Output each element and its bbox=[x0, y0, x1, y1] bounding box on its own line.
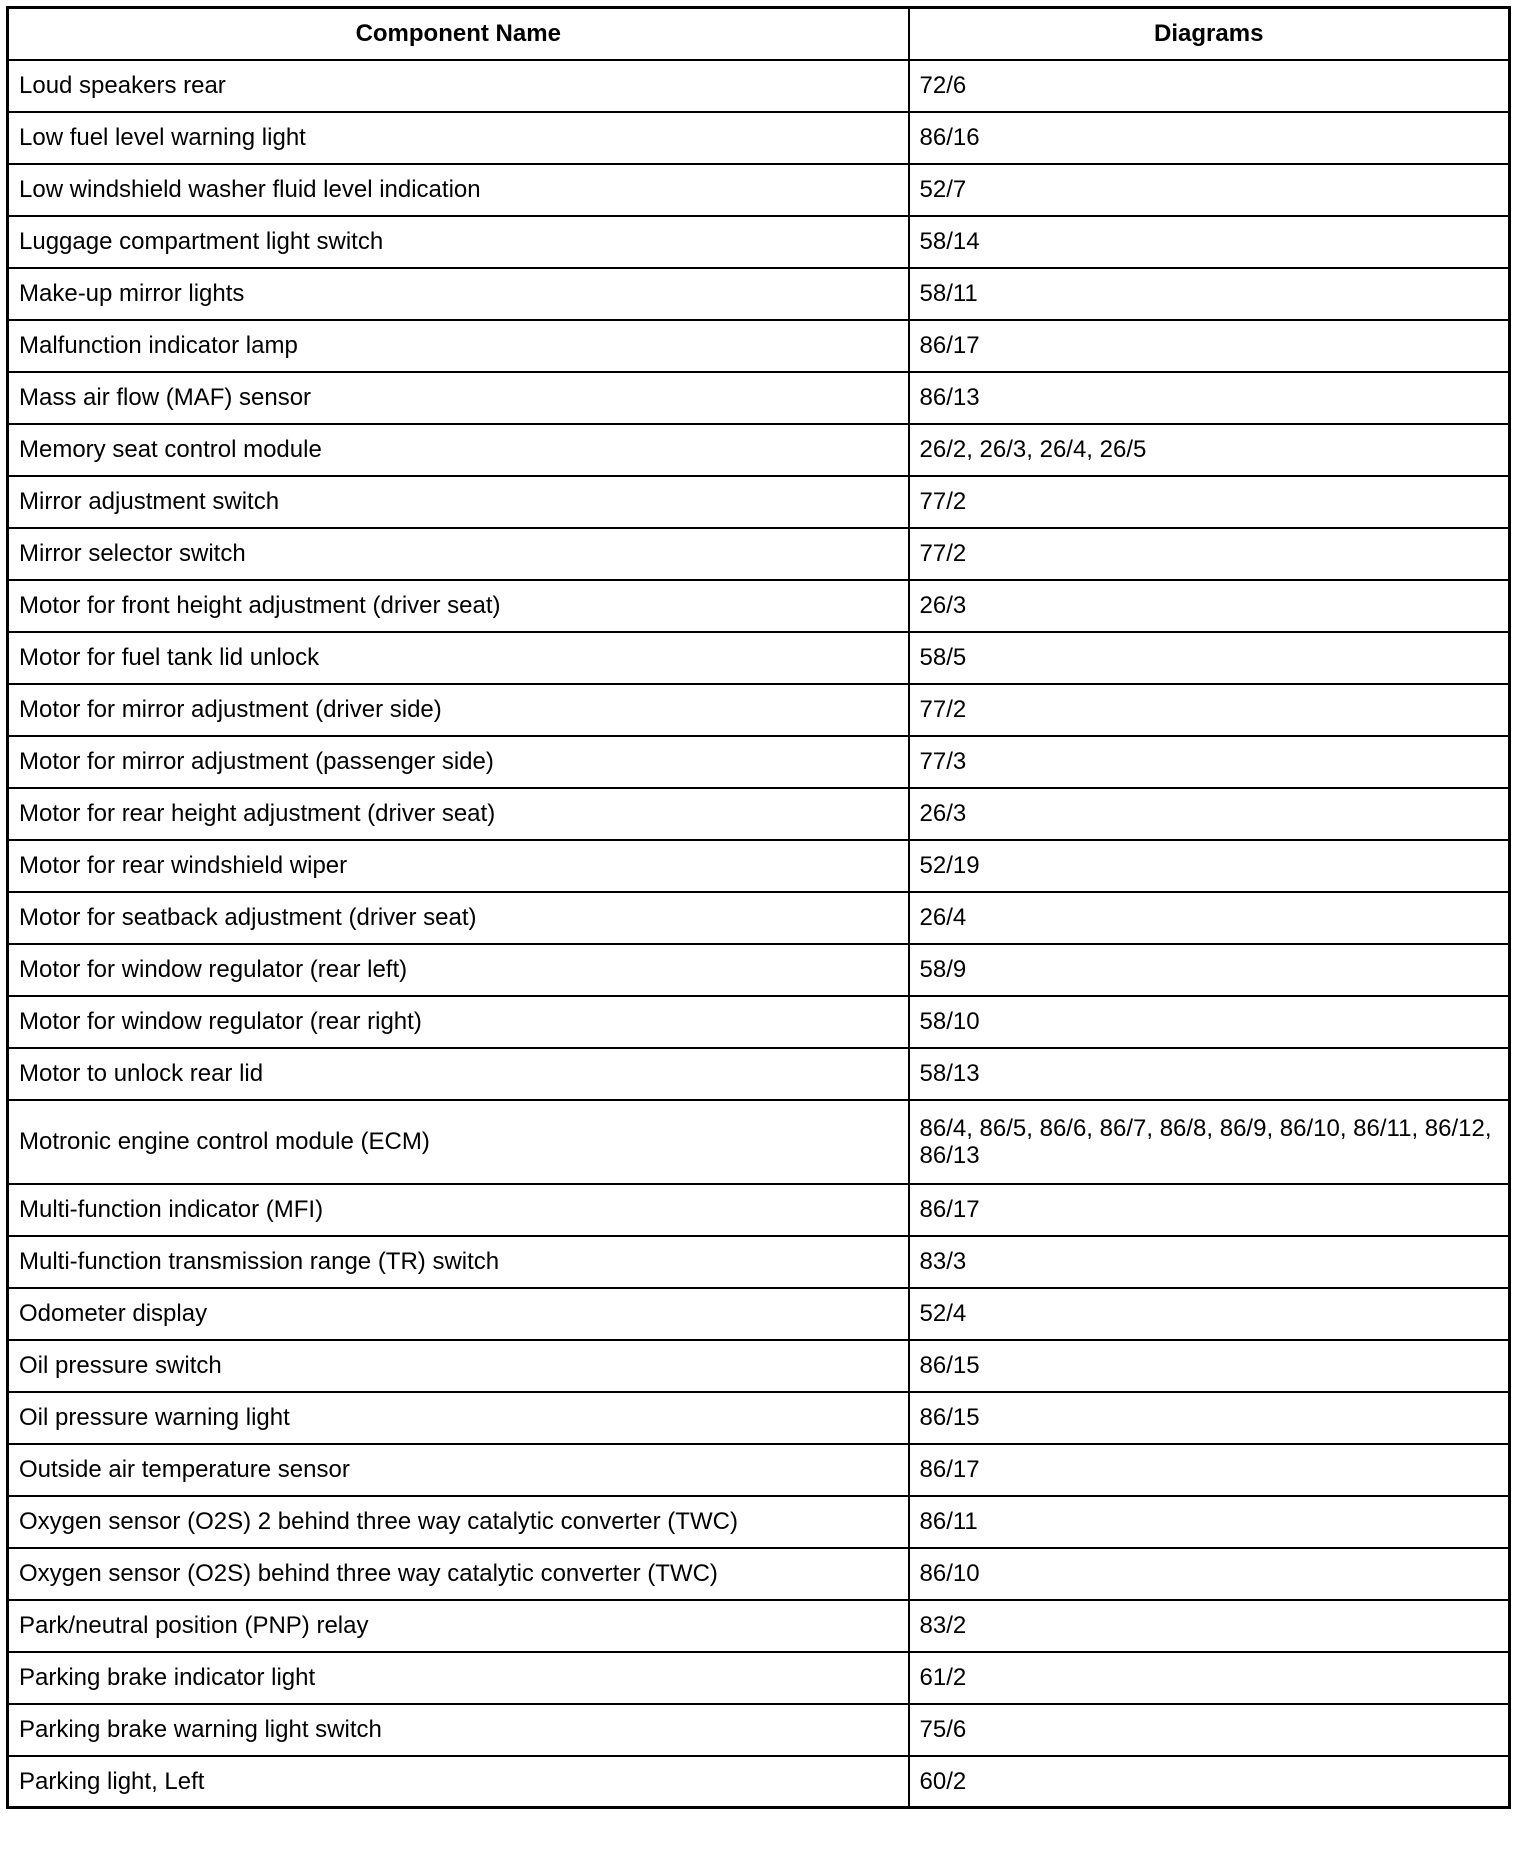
component-name-cell: Motor for window regulator (rear left) bbox=[8, 944, 909, 996]
component-name-cell: Mass air flow (MAF) sensor bbox=[8, 372, 909, 424]
diagrams-cell: 77/2 bbox=[909, 476, 1510, 528]
table-row bbox=[8, 632, 1510, 684]
component-name-cell: Low windshield washer fluid level indication bbox=[8, 164, 909, 216]
component-name-cell: Motor for mirror adjustment (passenger side) bbox=[8, 736, 909, 788]
component-name-cell: Parking brake warning light switch bbox=[8, 1704, 909, 1756]
table-row bbox=[8, 736, 1510, 788]
component-name-cell: Odometer display bbox=[8, 1288, 909, 1340]
diagrams-cell: 26/4 bbox=[909, 892, 1510, 944]
table-header-row bbox=[8, 8, 1510, 60]
component-name-cell: Mirror selector switch bbox=[8, 528, 909, 580]
table-row bbox=[8, 1496, 1510, 1548]
diagrams-cell: 83/3 bbox=[909, 1236, 1510, 1288]
diagrams-cell: 77/3 bbox=[909, 736, 1510, 788]
table-row bbox=[8, 1600, 1510, 1652]
table-row bbox=[8, 424, 1510, 476]
diagrams-cell: 61/2 bbox=[909, 1652, 1510, 1704]
component-name-cell: Motor for rear height adjustment (driver seat) bbox=[8, 788, 909, 840]
component-name-cell: Motor for window regulator (rear right) bbox=[8, 996, 909, 1048]
component-name-cell: Park/neutral position (PNP) relay bbox=[8, 1600, 909, 1652]
table-row bbox=[8, 1548, 1510, 1600]
component-name-cell: Oxygen sensor (O2S) behind three way catalytic converter (TWC) bbox=[8, 1548, 909, 1600]
diagrams-cell: 26/2, 26/3, 26/4, 26/5 bbox=[909, 424, 1510, 476]
diagrams-cell: 72/6 bbox=[909, 60, 1510, 112]
component-name-cell: Oil pressure warning light bbox=[8, 1392, 909, 1444]
table-row bbox=[8, 60, 1510, 112]
diagrams-cell: 86/15 bbox=[909, 1392, 1510, 1444]
table-row bbox=[8, 1048, 1510, 1100]
diagrams-cell: 86/17 bbox=[909, 1444, 1510, 1496]
table-row bbox=[8, 684, 1510, 736]
diagrams-cell: 86/13 bbox=[909, 372, 1510, 424]
component-name-cell: Oxygen sensor (O2S) 2 behind three way catalytic converter (TWC) bbox=[8, 1496, 909, 1548]
column-header-diagrams: Diagrams bbox=[909, 8, 1510, 60]
diagrams-cell: 86/15 bbox=[909, 1340, 1510, 1392]
table-row bbox=[8, 1756, 1510, 1808]
diagrams-cell: 86/11 bbox=[909, 1496, 1510, 1548]
table-row bbox=[8, 476, 1510, 528]
component-name-cell: Motor to unlock rear lid bbox=[8, 1048, 909, 1100]
diagrams-cell: 58/13 bbox=[909, 1048, 1510, 1100]
diagrams-cell: 75/6 bbox=[909, 1704, 1510, 1756]
table-row bbox=[8, 1652, 1510, 1704]
table-row bbox=[8, 840, 1510, 892]
component-diagram-table bbox=[6, 6, 1511, 1809]
diagrams-cell: 60/2 bbox=[909, 1756, 1510, 1808]
table-row bbox=[8, 1444, 1510, 1496]
component-name-cell: Make-up mirror lights bbox=[8, 268, 909, 320]
table-row bbox=[8, 1184, 1510, 1236]
component-name-cell: Parking brake indicator light bbox=[8, 1652, 909, 1704]
component-name-cell: Motor for fuel tank lid unlock bbox=[8, 632, 909, 684]
diagrams-cell: 58/14 bbox=[909, 216, 1510, 268]
component-name-cell: Low fuel level warning light bbox=[8, 112, 909, 164]
component-name-cell: Loud speakers rear bbox=[8, 60, 909, 112]
table-row bbox=[8, 320, 1510, 372]
table-row bbox=[8, 164, 1510, 216]
component-name-cell: Parking light, Left bbox=[8, 1756, 909, 1808]
diagrams-cell: 77/2 bbox=[909, 528, 1510, 580]
diagrams-cell: 83/2 bbox=[909, 1600, 1510, 1652]
table-row bbox=[8, 996, 1510, 1048]
component-name-cell: Outside air temperature sensor bbox=[8, 1444, 909, 1496]
diagrams-cell: 52/19 bbox=[909, 840, 1510, 892]
diagrams-cell: 26/3 bbox=[909, 580, 1510, 632]
diagrams-cell: 86/16 bbox=[909, 112, 1510, 164]
table-row bbox=[8, 1288, 1510, 1340]
component-name-cell: Mirror adjustment switch bbox=[8, 476, 909, 528]
table-row bbox=[8, 580, 1510, 632]
table-row bbox=[8, 892, 1510, 944]
table-row bbox=[8, 112, 1510, 164]
table-row bbox=[8, 268, 1510, 320]
table-row bbox=[8, 1340, 1510, 1392]
diagrams-cell: 86/4, 86/5, 86/6, 86/7, 86/8, 86/9, 86/10, 86/11, 86/12, 86/13 bbox=[909, 1100, 1510, 1184]
component-name-cell: Motor for seatback adjustment (driver seat) bbox=[8, 892, 909, 944]
table-row bbox=[8, 372, 1510, 424]
diagrams-cell: 58/5 bbox=[909, 632, 1510, 684]
diagrams-cell: 86/17 bbox=[909, 1184, 1510, 1236]
diagrams-cell: 77/2 bbox=[909, 684, 1510, 736]
column-header-component-name: Component Name bbox=[8, 8, 909, 60]
diagrams-cell: 58/11 bbox=[909, 268, 1510, 320]
component-name-cell: Memory seat control module bbox=[8, 424, 909, 476]
component-name-cell: Motronic engine control module (ECM) bbox=[8, 1100, 909, 1184]
table-row bbox=[8, 528, 1510, 580]
component-name-cell: Oil pressure switch bbox=[8, 1340, 909, 1392]
diagrams-cell: 52/4 bbox=[909, 1288, 1510, 1340]
component-name-cell: Multi-function indicator (MFI) bbox=[8, 1184, 909, 1236]
table-row bbox=[8, 944, 1510, 996]
diagrams-cell: 52/7 bbox=[909, 164, 1510, 216]
diagrams-cell: 58/10 bbox=[909, 996, 1510, 1048]
component-name-cell: Multi-function transmission range (TR) switch bbox=[8, 1236, 909, 1288]
component-name-cell: Malfunction indicator lamp bbox=[8, 320, 909, 372]
diagrams-cell: 26/3 bbox=[909, 788, 1510, 840]
table-row bbox=[8, 788, 1510, 840]
component-name-cell: Motor for mirror adjustment (driver side) bbox=[8, 684, 909, 736]
component-name-cell: Motor for front height adjustment (driver seat) bbox=[8, 580, 909, 632]
diagrams-cell: 86/17 bbox=[909, 320, 1510, 372]
component-name-cell: Luggage compartment light switch bbox=[8, 216, 909, 268]
component-name-cell: Motor for rear windshield wiper bbox=[8, 840, 909, 892]
diagrams-cell: 58/9 bbox=[909, 944, 1510, 996]
table-row bbox=[8, 1236, 1510, 1288]
table-row bbox=[8, 1392, 1510, 1444]
diagrams-cell: 86/10 bbox=[909, 1548, 1510, 1600]
table-row bbox=[8, 1100, 1510, 1184]
table-row bbox=[8, 1704, 1510, 1756]
table-row bbox=[8, 216, 1510, 268]
